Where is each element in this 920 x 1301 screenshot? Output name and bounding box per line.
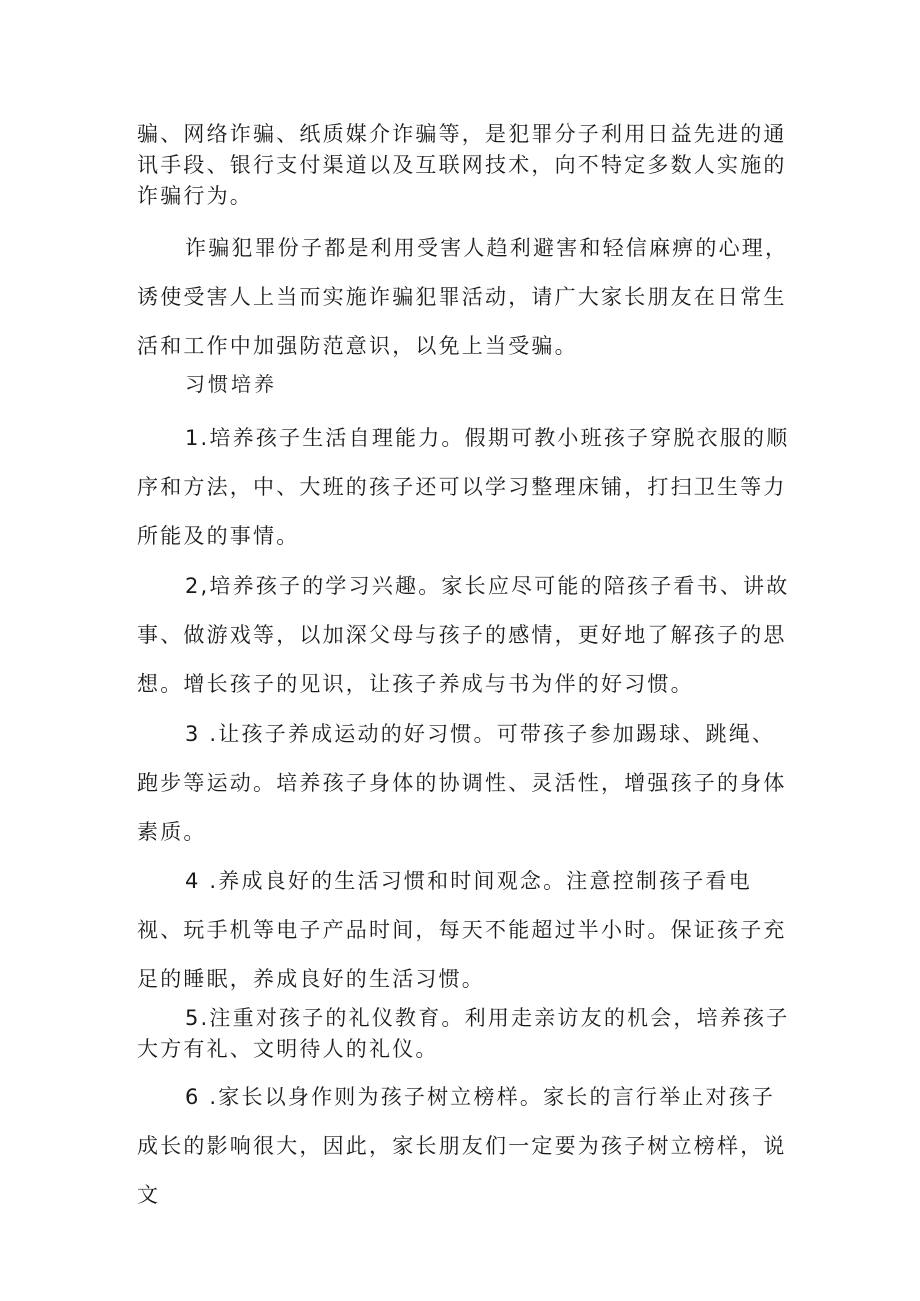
- paragraph-habit-1: 1.培养孩子生活自理能力。假期可教小班孩子穿脱衣服的顺序和方法，中、大班的孩子还可以学习整理床铺，打扫卫生等力所能及的事情。: [137, 426, 790, 548]
- paragraph-habit-6: 6 .家长以身作则为孩子树立榜样。家长的言行举止对孩子成长的影响很大，因此，家长朋友们一定要为孩子树立榜样，说文: [137, 1085, 787, 1207]
- paragraph-fraud-definition: 骗、网络诈骗、纸质媒介诈骗等，是犯罪分子利用日益先进的通讯手段、银行支付渠道以及互联网技术，向不特定多数人实施的诈骗行为。: [137, 122, 787, 208]
- paragraph-habit-3: 3 .让孩子养成运动的好习惯。可带孩子参加踢球、跳绳、跑步等运动。培养孩子身体的协调性、灵活性，增强孩子的身体素质。: [137, 722, 787, 844]
- paragraph-fraud-warning: 诈骗犯罪份子都是利用受害人趋利避害和轻信麻痹的心理，诱使受害人上当而实施诈骗犯罪活动，请广大家长朋友在日常生活和工作中加强防范意识，以免上当受骗。: [137, 236, 789, 358]
- paragraph-habit-4: 4 .养成良好的生活习惯和时间观念。注意控制孩子看电视、玩手机等电子产品时间，每天不能超过半小时。保证孩子充足的睡眠，养成良好的生活习惯。: [137, 869, 787, 991]
- paragraph-habit-5: 5.注重对孩子的礼仪教育。利用走亲访友的机会，培养孩子大方有礼、文明待人的礼仪。: [137, 1006, 790, 1061]
- section-heading-habits: 习惯培养: [185, 372, 277, 396]
- paragraph-habit-2: 2,培养孩子的学习兴趣。家长应尽可能的陪孩子看书、讲故事、做游戏等，以加深父母与孩子的感情，更好地了解孩子的思想。增长孩子的见识，让孩子养成与书为伴的好习惯。: [137, 574, 790, 696]
